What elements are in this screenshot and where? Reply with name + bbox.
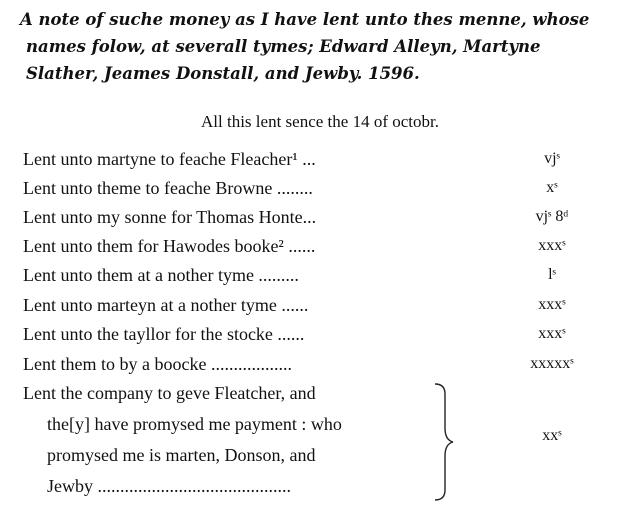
entry-amount: lˢ: [548, 266, 556, 283]
ledger-entry: [23, 262, 623, 288]
entry-amount: vjˢ 8ᵈ: [535, 208, 569, 225]
heading-line-2: names folow, at severall tymes; Edward Alleyn, Martyne: [26, 37, 541, 56]
ledger-entry: [23, 233, 623, 259]
entry-amount: xˢ: [546, 179, 558, 196]
ledger-entry-multiline: [23, 380, 623, 504]
entry-text-line-3: promysed me is marten, Donson, and: [47, 445, 316, 465]
entry-text: Lent unto marteyn at a nother tyme ......: [23, 295, 309, 315]
entry-text: Lent unto martyne to feache Fleacher¹ ...: [23, 149, 316, 169]
entry-amount: xxxˢ: [538, 237, 566, 254]
entry-text-line-2: the[y] have promysed me payment : who: [47, 414, 342, 434]
ledger-entry: [23, 146, 623, 172]
ledger-entry: [23, 351, 623, 377]
entry-text: Lent unto them for Hawodes booke² ......: [23, 236, 316, 256]
entry-text-line-4: Jewby ...........................................: [47, 476, 291, 496]
entry-amount: xxxˢ: [538, 325, 566, 342]
ledger-entry: [23, 175, 623, 201]
heading-line-3: Slather, Jeames Donstall, and Jewby. 1596.: [26, 64, 420, 83]
entry-text: Lent unto my sonne for Thomas Honte...: [23, 207, 317, 227]
ledger-entry: [23, 292, 623, 318]
document-heading: [20, 6, 632, 87]
ledger-entry: [23, 204, 623, 230]
document-subheading: All this lent sence the 14 of octobr.: [201, 112, 439, 131]
entry-text: Lent unto the tayllor for the stocke ......: [23, 324, 305, 344]
entry-text: Lent unto theme to feache Browne ........: [23, 178, 313, 198]
entry-text: Lent them to by a boocke ..................: [23, 354, 292, 374]
heading-line-1: A note of suche money as I have lent unto thes menne, whose: [20, 10, 590, 29]
ledger-entry: [23, 321, 623, 347]
entry-amount: xxxˢ: [538, 296, 566, 313]
entry-text-line-1: Lent the company to geve Fleatcher, and: [23, 383, 316, 403]
entry-text: Lent unto them at a nother tyme .........: [23, 265, 299, 285]
entry-amount: xxxxxˢ: [530, 355, 574, 372]
entry-amount: vjˢ: [544, 150, 560, 167]
curly-brace-icon: [431, 380, 455, 504]
entry-amount: xxˢ: [542, 427, 562, 444]
